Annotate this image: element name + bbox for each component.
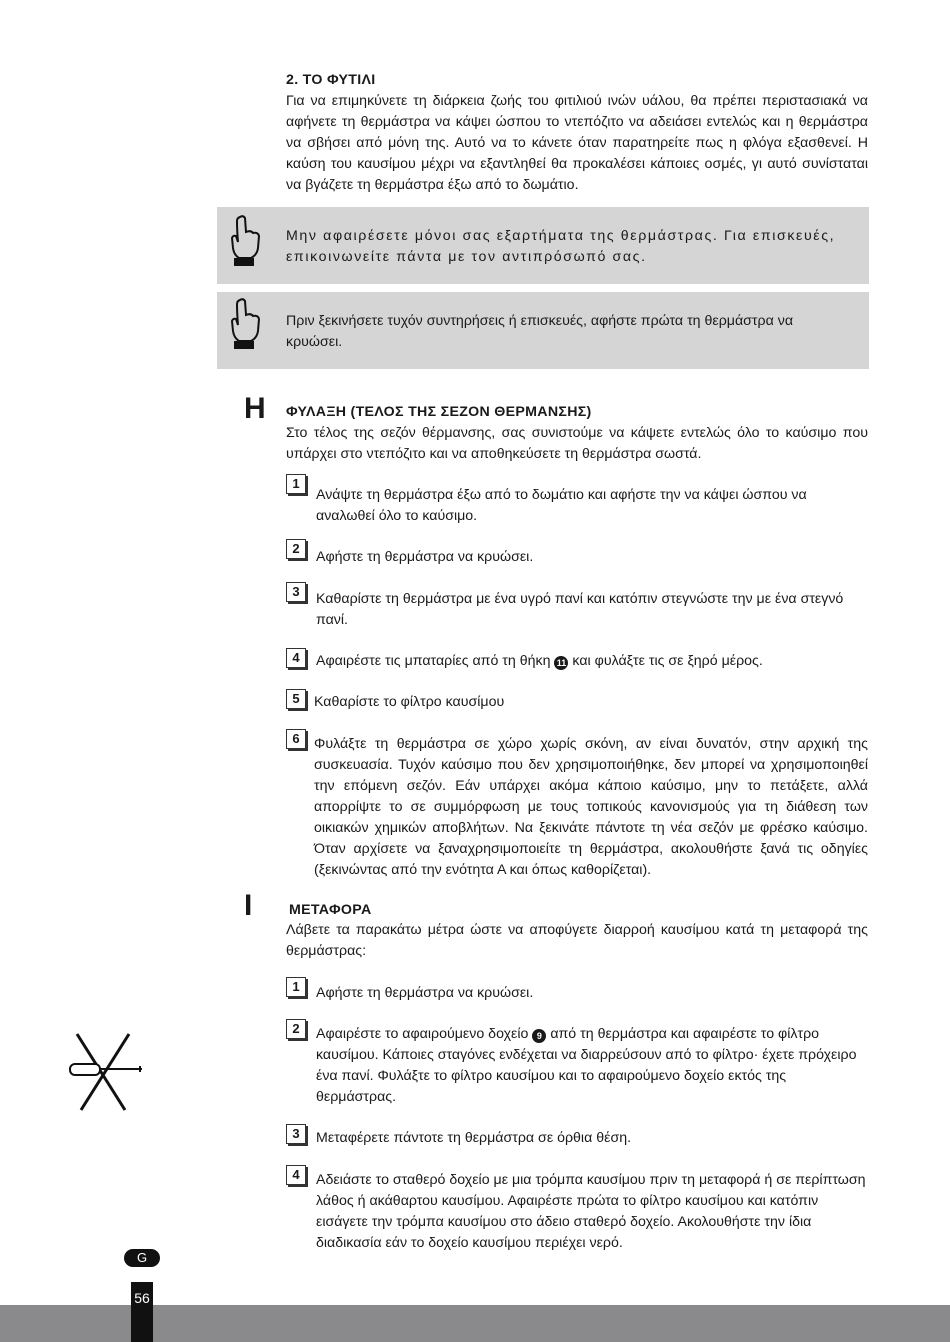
warning-box-2 — [217, 292, 869, 369]
step-text-before: Αφαιρέστε τις μπαταρίες από τη θήκη — [316, 653, 551, 669]
step-number: 6 — [286, 729, 306, 749]
wick-heading: 2. ΤΟ ΦΥΤΙΛΙ — [286, 72, 376, 88]
warning-text-1: Μην αφαιρέσετε μόνοι σας εξαρτήματα της θερμάστρας. Για επισκευές, επικοινωνείτε πάντα με τον αντιπρόσωπό σας. — [286, 228, 836, 265]
no-tools-icon — [67, 1030, 145, 1114]
transport-step-1: Αφήστε τη θερμάστρα να κρυώσει. — [316, 985, 534, 1001]
section-letter-i: I — [244, 889, 253, 922]
step-number: 1 — [286, 977, 306, 997]
pointing-hand-icon — [227, 297, 261, 351]
storage-step-6: Φυλάξτε τη θερμάστρα σε χώρο χωρίς σκόνη, αν είναι δυνατόν, στην αρχική της συσκευασία. Τυχόν καύσιμο που δεν χρησιμοποιήθηκε, δεν μπορεί να χρησιμοποιηθεί την επόμενη σεζόν. Εάν υπάρχει ακόμα κάποιο καύσιμο, μην το πετάξετε, αλλά απορρίψτε το σε συμμόρφωση με τους τοπικούς κανονισμούς για τη διάθεση των οικιακών χημικών αποβλήτων. Να ξεκινάτε πάντοτε τη νέα σεζόν με φρέσκο καύσιμο. Όταν αρχίσετε να ξαναχρησιμοποιείτε τη θερμάστρα, ακολουθήστε ξανά τις οδηγίες (ξεκινώντας από την ενότητα Α και όπως καθορίζεται). — [314, 736, 868, 878]
step-number: 2 — [286, 539, 306, 559]
step-number: 4 — [286, 648, 306, 668]
warning-box-1 — [217, 207, 869, 284]
warning-text-2: Πριν ξεκινήσετε τυχόν συντηρήσεις ή επισκευές, αφήστε πρώτα τη θερμάστρα να κρυώσει. — [286, 313, 794, 350]
wick-paragraph: Για να επιμηκύνετε τη διάρκεια ζωής του φιτιλιού ινών υάλου, θα πρέπει περιστασιακά να αφήνετε τη θερμάστρα να κάψει ώσπου το ντεπόζιτο να αδειάσει εντελώς και η θερμάστρα να σβήσει από μόνη της. Αυτό να το κάνετε όταν παρατηρείτε πως η φλόγα εξασθενεί. Η καύση του καυσίμου μέχρι να εξαντληθεί θα προκαλέσει κάποιες οσμές, γι αυτό συνίσταται να βγάζετε τη θερμάστρα έξω από το δωμάτιο. — [286, 93, 868, 193]
storage-step-2: Αφήστε τη θερμάστρα να κρυώσει. — [316, 549, 534, 565]
page-number: 56 — [134, 1290, 150, 1306]
storage-intro: Στο τέλος της σεζόν θέρμανσης, σας συνιστούμε να κάψετε εντελώς όλο το καύσιμο που υπάρχει στο ντεπόζιτο και να αποθηκεύσετε τη θερμάστρα σωστά. — [286, 425, 868, 462]
pointing-hand-icon — [227, 214, 261, 268]
transport-heading: ΜΕΤΑΦΟΡΑ — [289, 902, 372, 918]
step-text-after: από τη θερμάστρα και αφαιρέστε το φίλτρο καυσίμου. Κάποιες σταγόνες ενδέχεται να διαρρεύσουν από το φίλτρο· έχετε πρόχειρο ένα πανί. Φυλάξτε το φίλτρο καυσίμου και το αφαιρούμενο δοχείο εκτός της θερμάστρας. — [316, 1026, 857, 1105]
storage-step-5: Καθαρίστε το φίλτρο καυσίμου — [314, 694, 505, 710]
step-text-after: και φυλάξτε τις σε ξηρό μέρος. — [572, 653, 763, 669]
transport-step-4: Αδειάστε το σταθερό δοχείο με μια τρόμπα καυσίμου πριν τη μεταφορά ή σε περίπτωση λάθος ή ακάθαρτου καυσίμου. Αφαιρέστε πρώτα το φίλτρο καυσίμου και κατόπιν εισάγετε την τρόμπα καυσίμου στο άδειο σταθερό δοχείο. Ακολουθήστε την ίδια διαδικασία εάν το δοχείο καυσίμου περιέχει νερό. — [316, 1172, 866, 1251]
reference-number-badge: 9 — [532, 1029, 546, 1043]
section-letter-h: H — [244, 392, 266, 425]
storage-step-1: Ανάψτε τη θερμάστρα έξω από το δωμάτιο και αφήστε την να κάψει ώσπου να αναλωθεί όλο το καύσιμο. — [316, 487, 807, 524]
storage-heading: ΦΥΛΑΞΗ (ΤΕΛΟΣ ΤΗΣ ΣΕΖΟΝ ΘΕΡΜΑΝΣΗΣ) — [286, 404, 592, 420]
step-text-before: Αφαιρέστε το αφαιρούμενο δοχείο — [316, 1026, 529, 1042]
storage-step-3: Καθαρίστε τη θερμάστρα με ένα υγρό πανί και κατόπιν στεγνώστε την με ένα στεγνό πανί. — [316, 591, 844, 628]
transport-step-3: Μεταφέρετε πάντοτε τη θερμάστρα σε όρθια θέση. — [316, 1130, 632, 1146]
transport-intro: Λάβετε τα παρακάτω μέτρα ώστε να αποφύγετε διαρροή καυσίμου κατά τη μεταφορά της θερμάστρας: — [286, 922, 868, 959]
reference-number-badge: 11 — [554, 656, 568, 670]
step-number: 3 — [286, 582, 306, 602]
transport-step-2 — [316, 1024, 868, 1108]
step-number: 3 — [286, 1124, 306, 1144]
language-badge: G — [124, 1249, 160, 1267]
step-number: 4 — [286, 1165, 306, 1185]
step-number: 5 — [286, 689, 306, 709]
storage-step-4 — [316, 651, 868, 672]
step-number: 1 — [286, 474, 306, 494]
step-number: 2 — [286, 1019, 306, 1039]
